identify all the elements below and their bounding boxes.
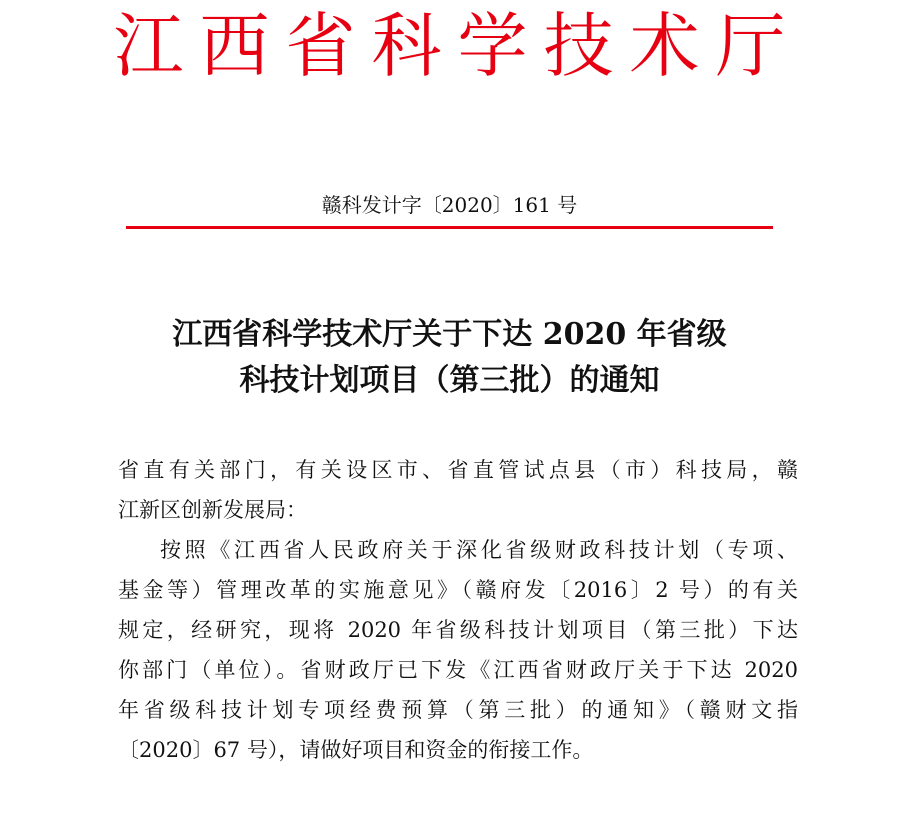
addressee-line-1: 省直有关部门，有关设区市、省直管试点县（市）科技局，赣 <box>118 458 798 482</box>
paragraph-line-2: 基金等）管理改革的实施意见》（赣府发〔2016〕2 号）的有关 <box>118 578 798 602</box>
paragraph-line-3: 规定，经研究，现将 2020 年省级科技计划项目（第三批）下达 <box>118 618 798 642</box>
document-body <box>118 450 798 770</box>
document-number: 赣科发计字〔2020〕161 号 <box>321 193 578 217</box>
title-line-1: 江西省科学技术厅关于下达 2020 年省级 <box>172 317 727 352</box>
agency-masthead: 江西省科学技术厅 <box>113 5 802 87</box>
paragraph-line-4: 你部门（单位）。省财政厅已下发《江西省财政厅关于下达 2020 <box>118 658 798 682</box>
addressee-line-2: 江新区创新发展局： <box>118 498 307 522</box>
title-line-2: 科技计划项目（第三批）的通知 <box>239 363 660 398</box>
document-title <box>0 312 899 404</box>
paragraph-line-5: 年省级科技计划专项经费预算（第三批）的通知》（赣财文指 <box>118 698 798 722</box>
red-divider-line <box>126 226 773 229</box>
paragraph-line-1: 按照《江西省人民政府关于深化省级财政科技计划（专项、 <box>160 538 798 562</box>
paragraph-line-6: 〔2020〕67 号），请做好项目和资金的衔接工作。 <box>118 738 594 762</box>
